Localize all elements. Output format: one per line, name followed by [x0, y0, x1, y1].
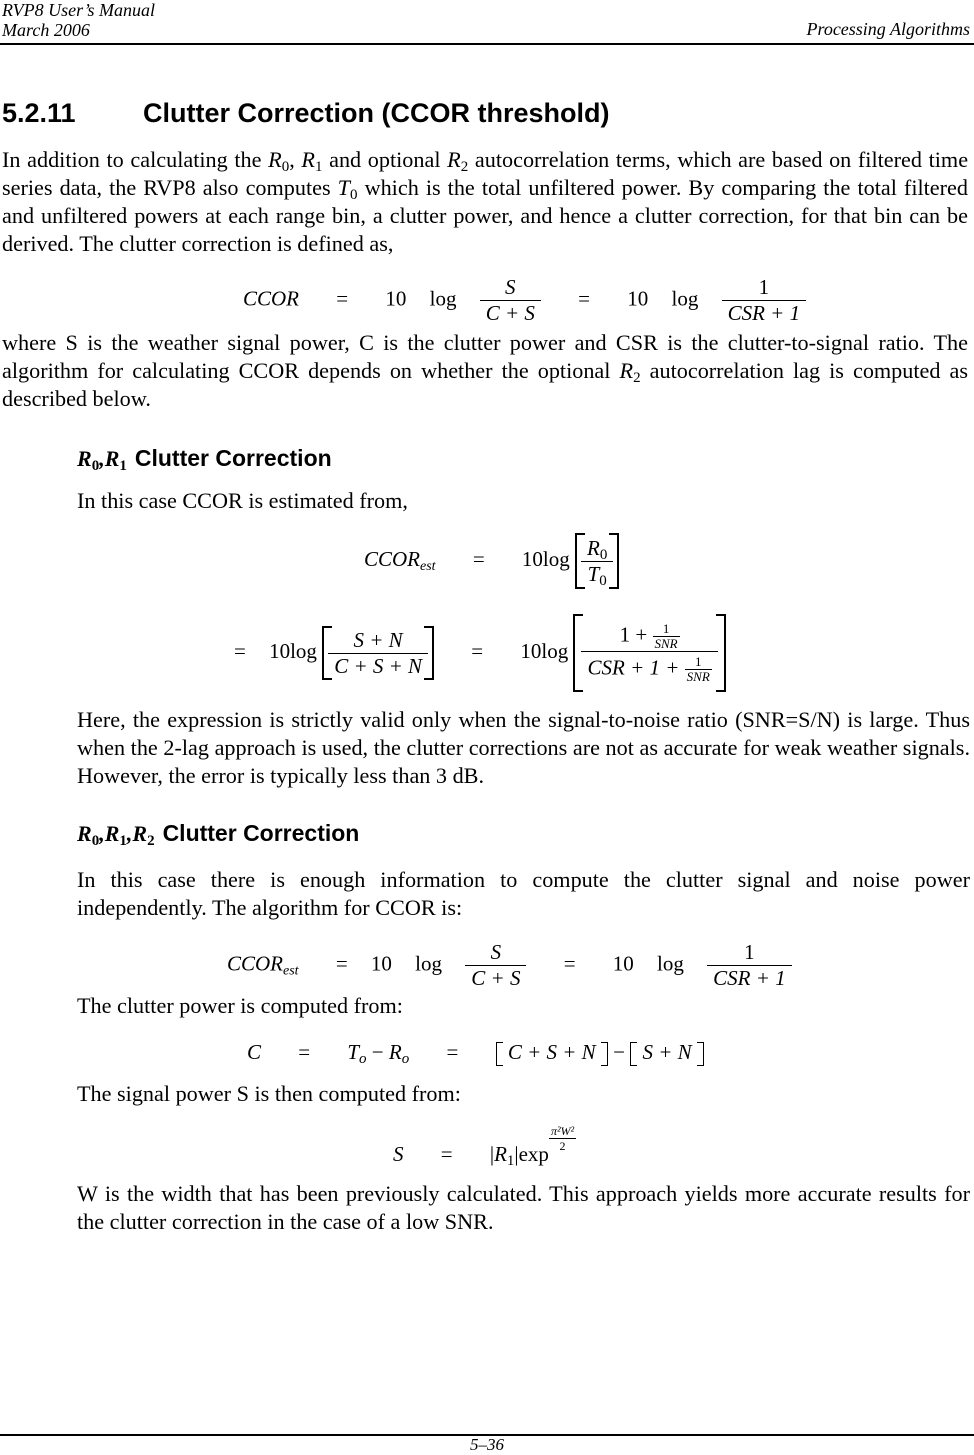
- sub1-lead: In this case CCOR is estimated from,: [77, 488, 408, 513]
- sym-r1: $R_1$: [301, 147, 323, 175]
- intro-text-4: which is the total unfiltered power. By comparing the total filtered and unfiltered powers at each range bin, a clutter power, and hence a clutter correction, for that bin can be derived. The clutter correction is defined as,: [2, 175, 968, 256]
- chapter-title: Processing Algorithms: [806, 19, 970, 39]
- sub1-body: Here, the expression is strictly valid only when the signal-to-noise ratio (SNR=S/N) is large. Thus when the 2-lag approach is used, the clutter corrections are not as accurate for weak weather signals. However, the error is typically less than 3 dB.: [77, 707, 970, 788]
- exponent-fraction: $\frac{\text{π²W²}}{2}$: [550, 1124, 575, 1153]
- equation-ccor-est-ratio: $CCOR_{est} = 10\log$ $\frac{R_0}{T_0}$: [364, 533, 619, 589]
- fraction-1-over-csr-2: $\frac{1}{\text{CSR + 1}}$: [707, 940, 792, 991]
- section-title: Clutter Correction (CCOR threshold): [143, 98, 610, 128]
- fraction-s-over-cs: $\frac{S}{C + S}$: [480, 275, 541, 326]
- closing-paragraph: W is the width that has been previously calculated. This approach yields more accurate results for the clutter correction in the case of a low SNR.: [77, 1181, 970, 1234]
- fraction-sn-over-csn: $\frac{S + N}{C + S + N}$: [328, 628, 428, 679]
- sym-r2: $R_2$: [447, 147, 469, 175]
- equation-ccor-definition: CCOR = 10 log $\frac{S}{C + S}$ = 10 log $\frac{1}{\text{CSR + 1}}$: [243, 275, 806, 326]
- header-left: [2, 0, 155, 40]
- sym-r0: $R_0$: [268, 147, 290, 175]
- equation-ccor-est-snr: = 10log $\frac{S + N}{C + S + N}$ = 10log 1 + $\frac{1}{\text{SNR}}$ CSR + 1 + $\frac{1}{\text{SNR}}$: [234, 614, 726, 692]
- fraction-snr-form: 1 + $\frac{1}{\text{SNR}}$ CSR + 1 + $\frac{1}{\text{SNR}}$: [581, 622, 717, 684]
- sym-t0: $T_0$: [337, 175, 358, 203]
- intro-paragraph: In addition to calculating the $R_0$, $R_1$ and optional $R_2$ autocorrelation terms, which are based on filtered time series data, the RVP8 also computes $T_0$ which is the total unfiltered power. By comparing the total filtered and unfiltered powers at each range bin, a clutter power, and hence a clutter correction, for that bin can be derived. The clutter correction is defined as,: [2, 147, 969, 256]
- subheading-r0-r1-r2: $R_0,R_1,R_2$ Clutter Correction: [77, 820, 360, 849]
- subheading-r0-r1: $R_0,R_1$ Clutter Correction: [77, 445, 332, 474]
- header-rule: [0, 43, 974, 45]
- sub2-lead: In this case there is enough information to compute the clutter signal and noise power independently. The algorithm for CCOR is:: [77, 867, 970, 920]
- manual-title: RVP8 User’s Manual: [2, 0, 155, 20]
- section-number: 5.2.11: [2, 98, 76, 128]
- fraction-r0-over-t0: $\frac{R_0}{T_0}$: [581, 536, 613, 587]
- sym-r2-b: $R_2$: [619, 358, 641, 386]
- intro-text-1: In addition to calculating the: [2, 147, 262, 172]
- intro-text-3: autocorrelation terms, which are based on filtered time series data, the RVP8 also computes: [2, 147, 969, 200]
- fraction-s-over-cs-2: $\frac{S}{C + S}$: [465, 940, 526, 991]
- definition-explanation: where S is the weather signal power, C is the clutter power and CSR is the clutter-to-signal ratio. The algorithm for calculating CCOR depends on whether the optional $R_2$ autocorrelation lag is computed as described below.: [2, 330, 969, 411]
- page-number: 5–36: [470, 1435, 504, 1454]
- signal-lead: The signal power S is then computed from:: [77, 1081, 461, 1106]
- equation-signal-power: $S = |R_1|\exp$ $\frac{\text{π²W²}}{2}$: [393, 1124, 575, 1170]
- equation-clutter-power: $C = T_o - R_o = C + S + N - S + N$: [247, 1040, 704, 1066]
- clutter-lead: The clutter power is computed from:: [77, 993, 403, 1018]
- equation-ccor-est: $CCOR_{est} = 10$ log $\frac{S}{C + S}$ = 10 log $\frac{1}{\text{CSR + 1}}$: [227, 940, 792, 991]
- intro-text-2: and optional: [329, 147, 441, 172]
- section-heading: [2, 96, 610, 130]
- fraction-1-over-csr: $\frac{1}{\text{CSR + 1}}$: [722, 275, 807, 326]
- page-header: [0, 0, 974, 46]
- header-date: March 2006: [2, 20, 90, 40]
